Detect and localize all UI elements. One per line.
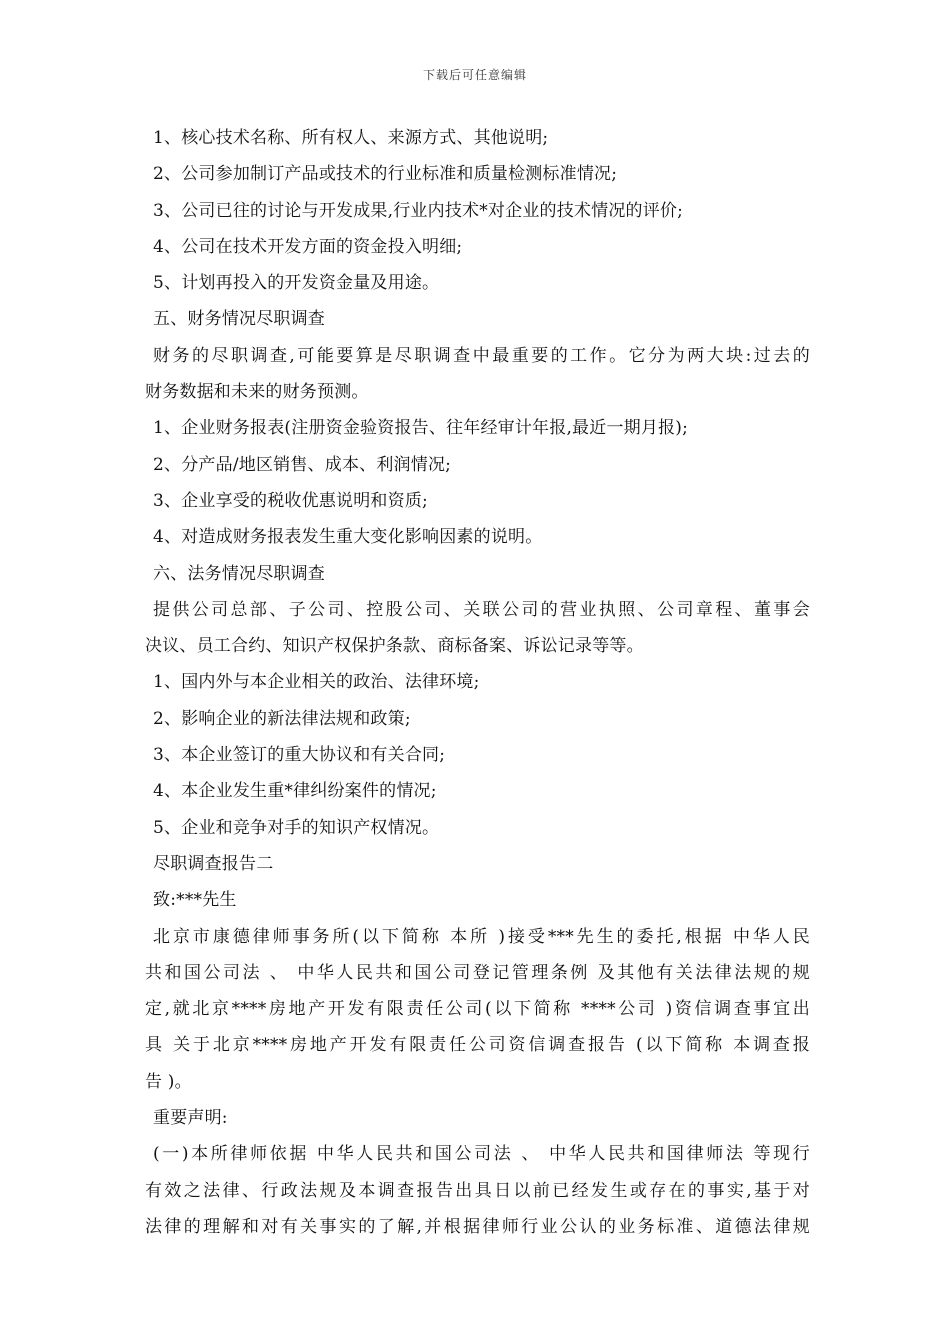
- document-body: [145, 120, 810, 1245]
- list-item: 1、核心技术名称、所有权人、来源方式、其他说明;: [153, 128, 549, 148]
- paragraph-line: 具 关于北京****房地产开发有限责任公司资信调查报告 (以下简称 本调查报: [145, 1035, 810, 1056]
- list-item: 3、本企业签订的重大协议和有关合同;: [153, 745, 446, 766]
- list-item: 3、公司已往的讨论与开发成果,行业内技术*对企业的技术情况的评价;: [153, 200, 684, 221]
- paragraph-line: 北京市康德律师事务所(以下简称 本所 )接受***先生的委托,根据 中华人民: [153, 926, 810, 947]
- paragraph-line: 财务数据和未来的财务预测。: [145, 382, 369, 403]
- section-heading: 尽职调查报告二: [153, 853, 274, 874]
- section-heading: 致:***先生: [153, 890, 237, 911]
- list-item: 5、企业和竞争对手的知识产权情况。: [153, 817, 440, 838]
- list-item: 1、国内外与本企业相关的政治、法律环境;: [153, 672, 480, 693]
- list-item: 4、公司在技术开发方面的资金投入明细;: [153, 236, 463, 257]
- paragraph-line: 财务的尽职调查,可能要算是尽职调查中最重要的工作。它分为两大块:过去的: [153, 345, 810, 366]
- list-item: 2、公司参加制订产品或技术的行业标准和质量检测标准情况;: [153, 164, 618, 185]
- paragraph-line: 定,就北京****房地产开发有限责任公司(以下简称 ****公司 )资信调查事宜出: [145, 999, 810, 1020]
- paragraph-line: (一)本所律师依据 中华人民共和国公司法 、 中华人民共和国律师法 等现行: [153, 1144, 810, 1165]
- section-heading: 六、法务情况尽职调查: [153, 563, 325, 584]
- list-item: 5、计划再投入的开发资金量及用途。: [153, 273, 440, 294]
- list-item: 3、企业享受的税收优惠说明和资质;: [153, 490, 428, 511]
- list-item: 1、企业财务报表(注册资金验资报告、往年经审计年报,最近一期月报);: [153, 418, 689, 439]
- paragraph-line: 共和国公司法 、 中华人民共和国公司登记管理条例 及其他有关法律法规的规: [145, 962, 810, 983]
- paragraph-line: 提供公司总部、子公司、控股公司、关联公司的营业执照、公司章程、董事会: [153, 599, 810, 620]
- paragraph-line: 决议、员工合约、知识产权保护条款、商标备案、诉讼记录等等。: [145, 636, 644, 657]
- paragraph-line: 告 )。: [145, 1071, 192, 1092]
- list-item: 2、分产品/地区销售、成本、利润情况;: [153, 454, 452, 475]
- section-heading: 五、财务情况尽职调查: [153, 309, 325, 330]
- list-item: 4、对造成财务报表发生重大变化影响因素的说明。: [153, 527, 543, 548]
- list-item: 4、本企业发生重*律纠纷案件的情况;: [153, 781, 437, 802]
- list-item: 2、影响企业的新法律法规和政策;: [153, 708, 411, 729]
- page-header-note: 下载后可任意编辑: [422, 68, 527, 82]
- paragraph-line: 法律的理解和对有关事实的了解,并根据律师行业公认的业务标准、道德法律规: [145, 1216, 810, 1237]
- paragraph-line: 有效之法律、行政法规及本调查报告出具日以前已经发生或存在的事实,基于对: [145, 1180, 810, 1201]
- section-heading: 重要声明:: [153, 1108, 228, 1129]
